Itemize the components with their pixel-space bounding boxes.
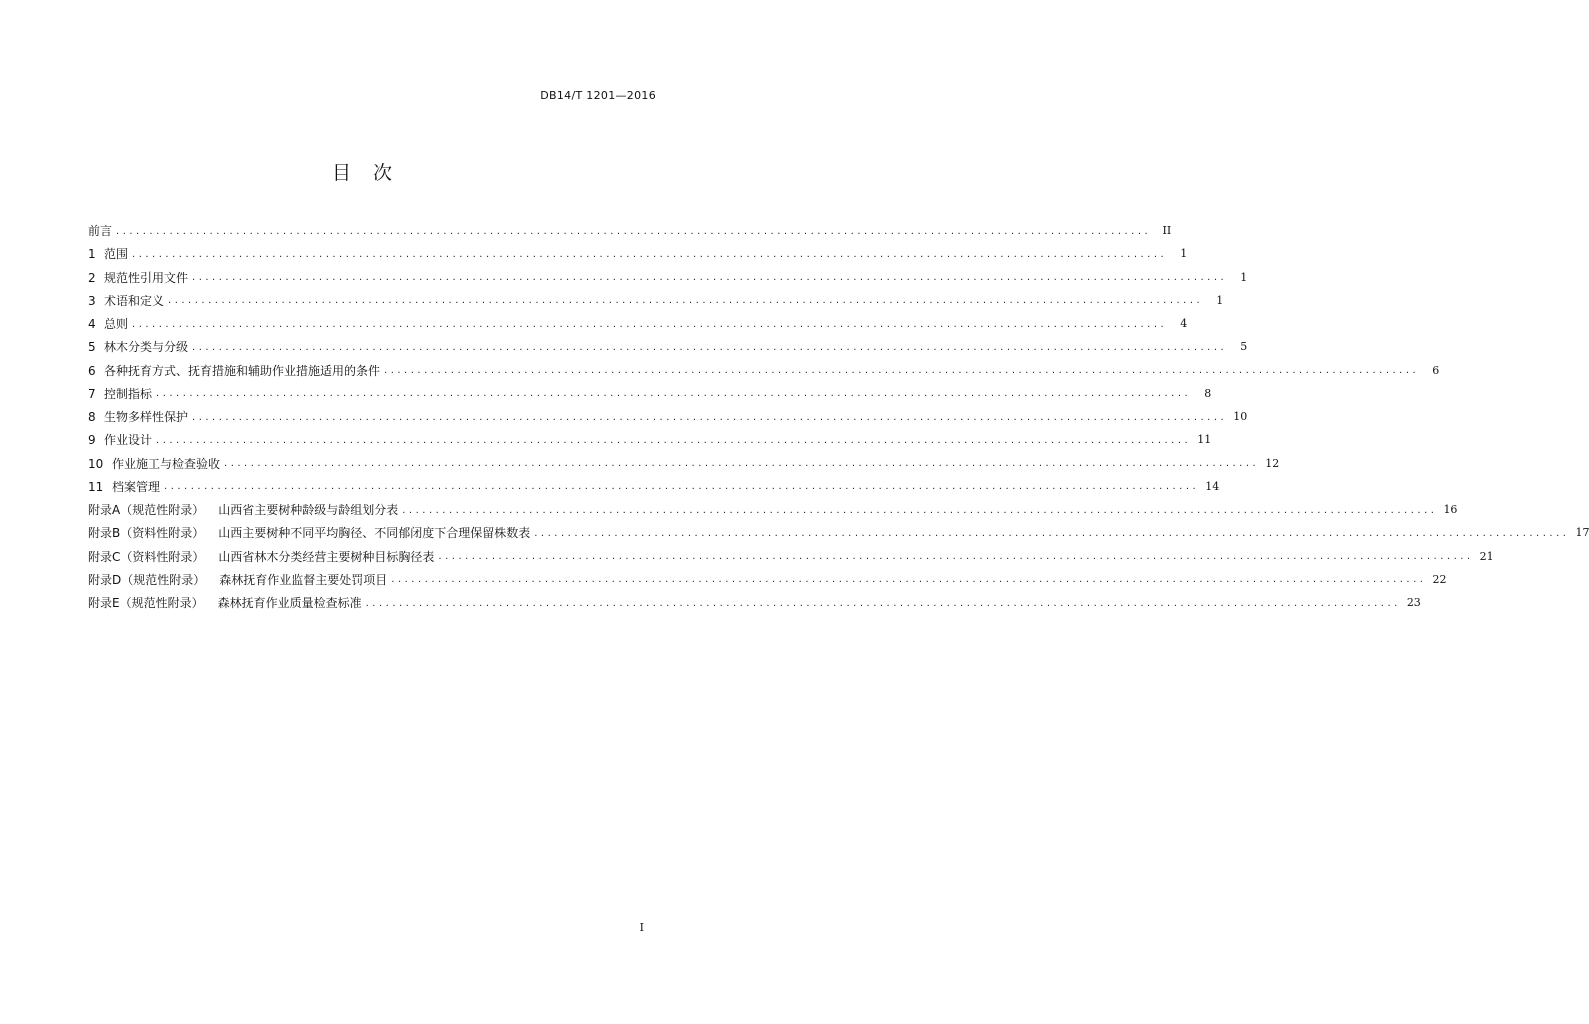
toc-entry-title: 控制指标 <box>104 386 153 401</box>
toc-entry-title: 林木分类与分级 <box>104 340 189 355</box>
toc-entry-number: 10 <box>88 456 104 471</box>
toc-entry-title: 前言 <box>88 224 113 239</box>
toc-entry-page: 6 <box>1432 363 1440 377</box>
toc-entry-page: 11 <box>1197 433 1212 447</box>
toc-entry-page: II <box>1162 224 1172 238</box>
toc-entry-title: 森林抚育作业质量检查标准 <box>217 596 362 611</box>
toc-entry-title: 森林抚育作业监督主要处罚项目 <box>219 572 388 587</box>
toc-entry-title: 作业施工与检查验收 <box>112 456 221 471</box>
toc-entry-11[interactable] <box>88 475 1220 498</box>
toc-entry-label <box>88 478 160 495</box>
toc-dot-leader: ........................................................................................................................................................... <box>402 504 1438 516</box>
toc-entry-appendix-d[interactable] <box>88 568 1447 591</box>
toc-entry-label <box>88 245 128 262</box>
toc-entry-label <box>88 571 387 588</box>
toc-entry-label <box>88 431 152 448</box>
toc-entry-number: 附录C（资料性附录） <box>88 549 205 564</box>
toc-entry-title: 各种抚育方式、抚育措施和辅助作业措施适用的条件 <box>104 363 381 378</box>
toc-entry-number: 8 <box>88 410 96 425</box>
toc-entry-number: 3 <box>88 293 96 308</box>
toc-entry-9[interactable] <box>88 428 1212 451</box>
toc-dot-leader: ........................................................................................................................................................... <box>156 434 1192 446</box>
toc-entry-label <box>88 455 220 472</box>
toc-title: 目次 <box>331 162 414 184</box>
toc-entry-number: 附录A（规范性附录） <box>88 503 205 518</box>
toc-entry-page: 17 <box>1575 526 1589 540</box>
toc-entry-page: 14 <box>1205 479 1220 493</box>
toc-entry-label <box>88 385 152 402</box>
toc-entry-label <box>88 315 128 332</box>
toc-dot-leader: ........................................................................................................................................................... <box>164 481 1200 493</box>
toc-dot-leader: ........................................................................................................................................................... <box>224 458 1260 470</box>
toc-list <box>88 219 1589 614</box>
toc-entry-appendix-c[interactable] <box>88 545 1494 568</box>
toc-entry-label <box>88 338 188 355</box>
toc-entry-page: 12 <box>1265 456 1280 470</box>
toc-entry-page: 10 <box>1233 410 1248 424</box>
toc-entry-page: 8 <box>1204 386 1212 400</box>
toc-entry-number: 2 <box>88 270 96 285</box>
toc-entry-title: 生物多样性保护 <box>104 410 189 425</box>
toc-entry-label <box>88 524 530 541</box>
toc-entry-title: 规范性引用文件 <box>104 270 189 285</box>
toc-dot-leader: ........................................................................................................................................................... <box>192 272 1228 284</box>
toc-entry-title: 山西省主要树种龄级与龄组划分表 <box>218 503 399 518</box>
toc-entry-number: 4 <box>88 317 96 332</box>
toc-entry-page: 5 <box>1240 340 1248 354</box>
toc-entry-10[interactable] <box>88 452 1280 475</box>
toc-entry-8[interactable] <box>88 405 1248 428</box>
toc-dot-leader: ........................................................................................................................................................... <box>391 574 1427 586</box>
toc-entry-label <box>88 362 380 379</box>
toc-entry-5[interactable] <box>88 335 1248 358</box>
page-number: I <box>639 921 644 934</box>
toc-entry-page: 1 <box>1240 270 1248 284</box>
toc-entry-number: 9 <box>88 433 96 448</box>
toc-entry-1[interactable] <box>88 242 1188 265</box>
toc-entry-label <box>88 269 188 286</box>
toc-dot-leader: ........................................................................................................................................................... <box>365 597 1401 609</box>
toc-entry-title: 山西主要树种不同平均胸径、不同郁闭度下合理保留株数表 <box>218 526 531 541</box>
toc-entry-page: 4 <box>1180 317 1188 331</box>
toc-entry-title: 范围 <box>104 247 129 262</box>
toc-entry-title: 术语和定义 <box>104 293 165 308</box>
toc-entry-number: 附录B（资料性附录） <box>88 526 205 541</box>
toc-dot-leader: ........................................................................................................................................................... <box>132 248 1168 260</box>
toc-entry-number: 11 <box>88 479 104 494</box>
toc-entry-6[interactable] <box>88 359 1440 382</box>
toc-dot-leader: ........................................................................................................................................................... <box>192 411 1228 423</box>
toc-entry-title: 档案管理 <box>112 479 161 494</box>
toc-dot-leader: ........................................................................................................................................................... <box>438 551 1474 563</box>
toc-dot-leader: ........................................................................................................................................................... <box>168 295 1204 307</box>
toc-entry-appendix-a[interactable] <box>88 498 1458 521</box>
toc-entry-4[interactable] <box>88 312 1188 335</box>
toc-entry-label <box>88 408 188 425</box>
toc-entry-foreword[interactable] <box>88 219 1172 242</box>
toc-entry-page: 1 <box>1180 247 1188 261</box>
toc-entry-number: 附录D（规范性附录） <box>88 572 206 587</box>
standard-code: DB14/T 1201—2016 <box>540 89 656 102</box>
toc-dot-leader: ........................................................................................................................................................... <box>384 365 1420 377</box>
toc-dot-leader: ........................................................................................................................................................... <box>116 225 1152 237</box>
toc-entry-page: 23 <box>1406 596 1421 610</box>
toc-entry-label <box>88 222 112 239</box>
toc-entry-page: 22 <box>1432 572 1447 586</box>
toc-entry-page: 21 <box>1479 549 1494 563</box>
toc-entry-page: 16 <box>1443 503 1458 517</box>
toc-entry-number: 5 <box>88 340 96 355</box>
toc-entry-title: 山西省林木分类经营主要树种目标胸径表 <box>218 549 435 564</box>
toc-entry-7[interactable] <box>88 382 1212 405</box>
toc-dot-leader: ........................................................................................................................................................... <box>192 341 1228 353</box>
toc-entry-label <box>88 501 398 518</box>
toc-entry-title: 作业设计 <box>104 433 153 448</box>
toc-entry-2[interactable] <box>88 266 1248 289</box>
toc-dot-leader: ........................................................................................................................................................... <box>156 388 1192 400</box>
toc-entry-number: 附录E（规范性附录） <box>88 596 204 611</box>
toc-entry-3[interactable] <box>88 289 1224 312</box>
toc-entry-appendix-e[interactable] <box>88 591 1421 614</box>
toc-entry-number: 7 <box>88 386 96 401</box>
toc-entry-title: 总则 <box>104 317 129 332</box>
toc-entry-label <box>88 594 362 611</box>
toc-dot-leader: ........................................................................................................................................................... <box>132 318 1168 330</box>
toc-entry-label <box>88 548 434 565</box>
toc-entry-label <box>88 292 164 309</box>
toc-entry-number: 1 <box>88 247 96 262</box>
toc-entry-page: 1 <box>1216 293 1224 307</box>
toc-dot-leader: ........................................................................................................................................................... <box>534 527 1570 539</box>
toc-entry-appendix-b[interactable] <box>88 521 1589 544</box>
toc-entry-number: 6 <box>88 363 96 378</box>
